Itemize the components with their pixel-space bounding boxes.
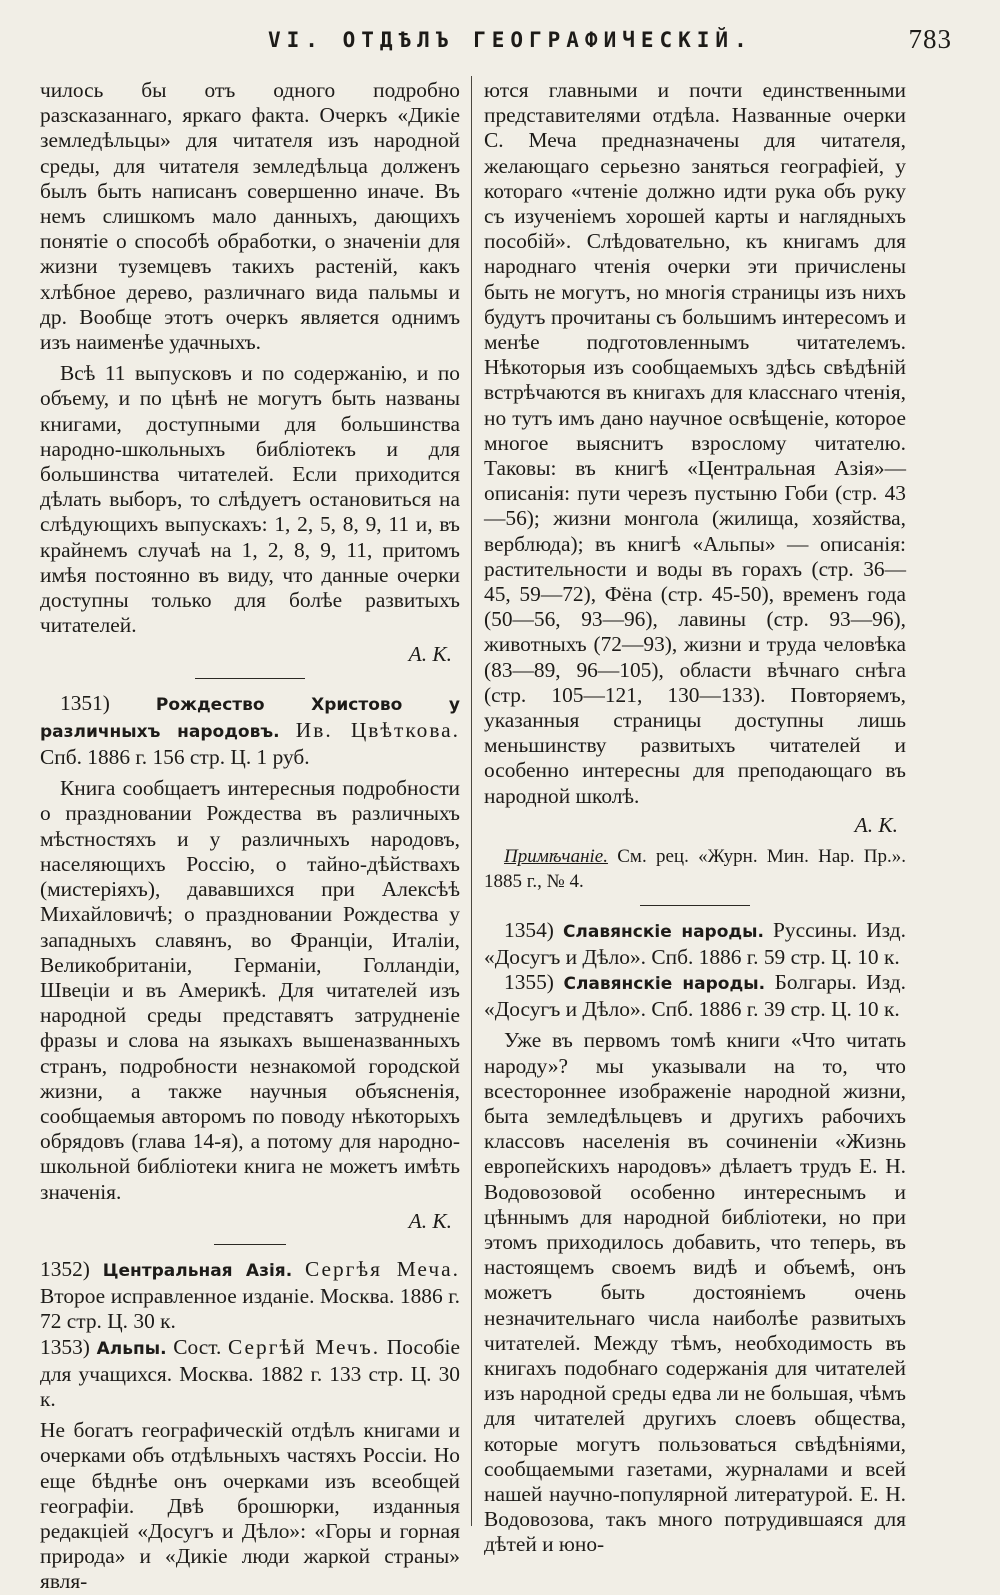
running-title: VI. ОТДѢЛЪ ГЕОГРАФИЧЕСКІЙ. [268,28,753,52]
entry-number: 1355) [504,969,554,994]
separator-rule [640,905,750,906]
entry-compiler-prefix: Сост. [173,1334,222,1359]
entry-number: 1352) [40,1256,90,1281]
right-column [484,78,906,1558]
page-number: 783 [908,24,952,54]
paragraph: Всѣ 11 выпусковъ и по содержанію, и по объему, и по цѣнѣ не могутъ быть названы книгами, доступными для большинства народно-школьныхъ библіотекъ и для большинства читателей. Если приходится дѣлать выборъ, то слѣдуетъ остановиться на слѣдующихъ выпускахъ: 1, 2, 5, 8, 9, 11 и, въ крайнемъ случаѣ на 1, 2, 8, 9, 11, притомъ имѣя постоянно въ виду, что данные очерки доступны только для болѣе развитыхъ читателей. [40,361,460,638]
paragraph: ются главными и почти единственными представителями отдѣла. Названные очерки С. Меча предназначены для читателя, желающаго серьезно заняться географіей, у котораго «чтеніе должно идти рука объ руку съ изученіемъ хорошей карты и наглядныхъ пособій». Слѣдовательно, къ книгамъ для народнаго чтенія очерки эти причислены быть не могутъ, но многія страницы изъ нихъ будутъ прочитаны съ большимъ интересомъ и менѣе подготовленнымъ читателемъ. Нѣкоторыя изъ сообщаемыхъ здѣсь свѣдѣній встрѣчаются въ книгахъ для класснаго чтенія, но тутъ имъ дано научное освѣщеніе, которое многое выяснитъ взрослому читателю. Таковы: въ книгѣ «Центральная Азія»—описанія: пути черезъ пустыню Гоби (стр. 43—56); жизни монгола (жилища, хозяйства, верблюда); въ книгѣ «Альпы» — описанія: растительности и воды въ горахъ (стр. 36—45, 59—72), Фёна (стр. 45-50), временъ года (50—56, 93—96), лавины (стр. 93—96), животныхъ (72—93), жизни и труда человѣка (83—89, 96—105), области вѣчнаго снѣга (стр. 105—121, 130—133). Повторяемъ, указанныя страницы доступны лишь меньшинству развитыхъ читателей и особенно интересны для преподающаго въ народной школѣ. [484,78,906,808]
entry-number: 1353) [40,1334,90,1359]
entry-publication: Второе исправленное изданіе. Москва. 1886 г. 72 стр. Ц. 30 к. [40,1284,460,1334]
separator-rule [195,678,305,679]
column-divider [471,76,472,1526]
paragraph: Уже въ первомъ томѣ книги «Что читать народу»? мы указывали на то, что всестороннее изображеніе народной жизни, быта земледѣльцевъ и другихъ рабочихъ классовъ населенія въ сочиненіи «Жизнь европейскихъ народовъ» дѣлаетъ трудъ Е. Н. Водовозовой особенно интереснымъ и цѣннымъ для народной библіотеки, но при этомъ приходилось добавить, что теперь, въ настоящемъ своемъ видѣ и объемѣ, онъ можетъ быть достояніемъ очень незначительнаго числа наиболѣе развитыхъ читателей. Между тѣмъ, необходимость въ книгахъ подобнаго содержанія для читателей изъ народной среды едва ли не большая, чѣмъ для читателей другихъ слоевъ общества, которые могутъ пользоваться свѣдѣніями, сообщаемыми газетами, журналами и всей нашей научно-популярной литературой. Е. Н. Водовозова, такъ много потрудившаяся для дѣтей и юно- [484,1028,906,1557]
entry-publication: Спб. 1886 г. 156 стр. Ц. 1 руб. [40,745,310,770]
note-label: Примѣчаніе. [504,846,608,868]
note-text: См. рец. «Журн. Мин. Нар. Пр.». 1885 г., № 4. [484,846,906,893]
entry-1355 [484,970,906,1022]
entry-number: 1351) [60,690,110,715]
page-header [40,24,960,64]
paragraph: Не богатъ географическій отдѣлъ книгами и очерками объ отдѣльныхъ частяхъ Россіи. Но еще бѣднѣе онъ очерками изъ всеобщей географіи. Двѣ брошюрки, изданныя редакціей «Досугъ и Дѣло»: «Горы и горная природа» и «Дикіе люди жаркой страны» явля- [40,1418,460,1594]
entry-title: Рождество Христово у различныхъ народовъ. [40,694,460,742]
entry-author: Сергѣя Меча. [304,1256,460,1281]
entry-publication: Болгары. Изд. «Досугъ и Дѣло». Спб. 1886 г. 39 стр. Ц. 10 к. [484,969,906,1022]
entry-title: Славянскіе народы. [562,921,764,942]
entry-title: Альпы. [96,1338,167,1359]
entry-1353 [40,1335,460,1413]
entry-publication: Пособіе для учащихся. Москва. 1882 г. 133 стр. Ц. 30 к. [40,1334,460,1411]
entry-author: Ив. Цвѣткова. [295,717,460,742]
entry-1352 [40,1257,460,1335]
left-column [40,78,460,1595]
separator-rule [214,1244,286,1245]
paragraph: чилось бы отъ одного подробно разсказаннаго, яркаго факта. Очеркъ «Дикіе земледѣльцы» для читателя изъ народной среды, для читателя земледѣльца долженъ былъ быть написанъ совершенно иначе. Въ немъ слишкомъ мало данныхъ, дающихъ понятіе о способѣ обработки, о значеніи для жизни туземцевъ такихъ растеній, какъ хлѣбное дерево, различнаго вида пальмы и др. Вообще этотъ очеркъ является однимъ изъ наименѣе удачныхъ. [40,78,460,355]
entry-title: Центральная Азія. [102,1260,293,1281]
signature: А. К. [408,1208,452,1233]
entry-publication: Руссины. Изд. «Досугъ и Дѣло». Спб. 1886 г. 59 стр. Ц. 10 к. [484,917,906,969]
signature: А. К. [854,812,898,837]
entry-number: 1354) [504,917,554,942]
paragraph: Книга сообщаетъ интересныя подробности о праздновании Рождества въ различныхъ мѣстностяхъ и у различныхъ народовъ, населяющихъ Россію, о тайно-дѣйствахъ (мистеріяхъ), дававшихся при Алексѣѣ Михайловичѣ; о праздновании Рождества у западныхъ славянъ, во Франціи, Италіи, Великобританіи, Германіи, Голландіи, Швеціи и въ Америкѣ. Для читателей изъ народной среды представятъ затрудненіе фразы и слова на языкахъ вышеназванныхъ странъ, подробности незнакомой городской жизни, а также научныя объясненія, сообщаемыя авторомъ по поводу нѣкоторыхъ обрядовъ (глава 14-я), а потому для народно-школьной библіотеки книга не можетъ имѣть значенія. [40,776,460,1204]
editorial-note [484,844,906,894]
entry-1354 [484,918,906,970]
entry-1351 [40,691,460,771]
entry-title: Славянскіе народы. [563,973,766,994]
signature: А. К. [408,642,452,667]
entry-author: Сергѣй Мечъ. [227,1334,381,1359]
